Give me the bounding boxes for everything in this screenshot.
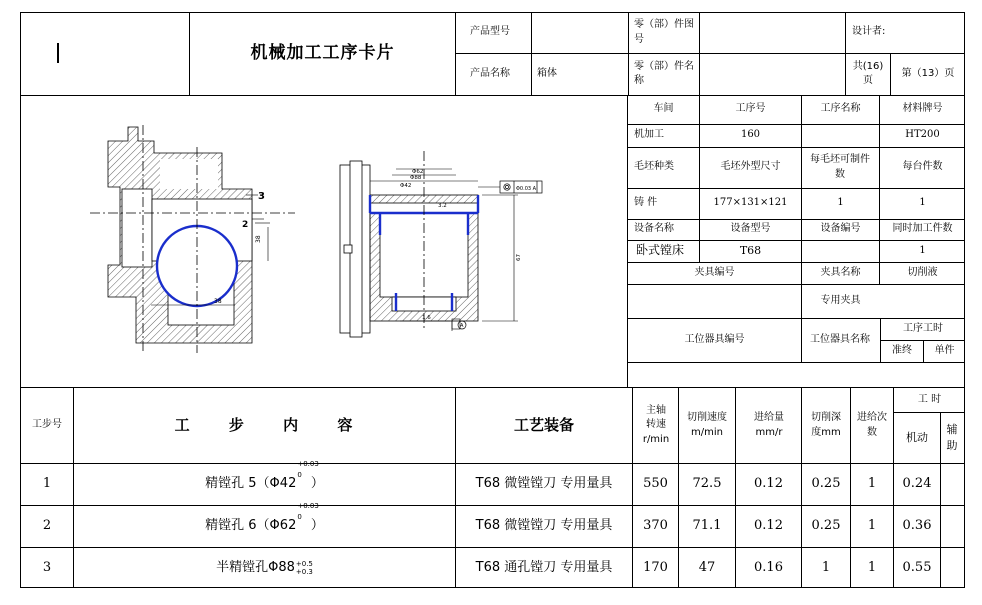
blank-type-value[interactable]: 铸 件 [634,197,658,209]
feed-header: 进给量mm/r [754,412,784,438]
left-section-view [90,125,295,353]
equip-no-label: 设备编号 [820,223,861,235]
process-name-value[interactable] [802,124,879,147]
card-title: 机械加工工序卡片 [250,43,395,64]
fixture-name-value[interactable]: 专用夹具 [820,294,861,306]
cutting-speed-header: 切削速度m/min [687,412,727,438]
blank-type-label: 毛坯种类 [634,161,674,173]
fixture-name-label: 夹具名称 [820,266,861,278]
total-pages: 共(16)页 [852,60,884,86]
right-dim-67: 67 [516,254,522,261]
depth-header: 切削深度mm [811,412,841,438]
text-cursor [57,43,59,63]
tolerance: 0 +0.03 [297,502,319,522]
product-name-label: 产品名称 [470,67,510,79]
process-hours-label: 工序工时 [903,322,943,334]
parts-per-unit-label: 每台件数 [902,161,943,173]
step-machine-time: 0.55 [902,559,932,575]
equip-name-label: 设备名称 [634,223,674,235]
step-feed: 0.12 [754,518,783,534]
equip-name-value[interactable]: 卧式镗床 [636,243,685,258]
part-no-value[interactable] [705,12,843,53]
step-cutting-speed: 72.5 [692,476,722,492]
product-model-label: 产品型号 [470,26,510,38]
left-dim-38-vertical: 38 [255,235,262,243]
right-dim-tolerance: Φ0.03 A [516,186,537,192]
step-no: 3 [42,559,52,575]
step-feed: 0.16 [754,559,783,575]
part-name-value[interactable] [705,53,843,95]
step-content: 精镗孔 5（Φ42 0 +0.03 ） [205,460,324,492]
step-content: 精镗孔 6（Φ62 0 +0.03 ） [205,502,324,534]
right-dim-phi42: Φ42 [400,183,412,189]
step-depth: 0.25 [811,476,841,492]
coolant-label: 切削液 [907,266,938,278]
part-drawing [20,95,626,387]
part-no-label: 零（部）件图号 [634,19,694,45]
process-no-label: 工序号 [735,103,766,115]
workshop-value[interactable]: 机加工 [634,129,664,141]
equip-model-label: 设备型号 [730,223,771,235]
left-dim-2: 2 [242,220,249,230]
right-dim-phi62: Φ62 [412,169,424,175]
left-dim-38-horizontal: 38 [214,298,222,305]
step-content-header: 工 步 内 容 [174,415,355,434]
machine-time-header: 机动 [906,431,928,445]
step-no-header: 工步号 [32,419,62,431]
station-tool-no-label: 工位器具编号 [684,333,745,345]
right-dim-roughness: 3.2 [438,203,447,209]
workshop-label: 车间 [653,103,674,115]
work-hours-header: 工 时 [917,393,942,405]
step-machine-time: 0.36 [902,518,932,534]
step-spindle-speed: 170 [643,559,668,575]
equipment-header: 工艺装备 [513,415,574,434]
step-passes: 1 [867,476,877,492]
designer-label: 设计者: [852,26,886,38]
right-section-view [340,151,542,337]
left-dim-3: 3 [258,191,265,202]
step-content: 半精镗孔Φ88 +0.5 +0.3 [216,559,313,576]
step-depth: 0.25 [811,518,841,534]
process-no-value[interactable]: 160 [740,129,761,141]
tolerance: +0.5 +0.3 [295,560,313,576]
product-model-value[interactable] [536,12,628,53]
page-number: 第（13）页 [901,67,955,79]
part-name-label: 零（部）件名称 [634,60,694,86]
step-spindle-speed: 550 [643,476,668,492]
blank-size-value[interactable]: 177×131×121 [713,197,788,209]
fixture-no-label: 夹具编号 [694,266,735,278]
step-equipment: T68 微镗镗刀 专用量具 [475,476,613,492]
step-equipment: T68 通孔镗刀 专用量具 [475,559,613,575]
unit-label: 单件 [934,344,955,356]
equip-model-value[interactable]: T68 [739,244,762,258]
step-aux-time [941,548,965,588]
step-aux-time [941,506,965,547]
step-passes: 1 [867,518,877,534]
blank-size-label: 毛坯外型尺寸 [720,161,781,173]
right-dim-datum: A [460,323,464,329]
step-cutting-speed: 71.1 [692,518,722,534]
simultaneous-value[interactable]: 1 [919,244,926,256]
material-label: 材料牌号 [902,103,943,115]
equip-no-value[interactable] [802,240,879,262]
parts-per-blank-label: 每毛坯可制件数 [810,154,870,180]
tolerance: 0 +0.03 [297,460,319,480]
station-tool-name-label: 工位器具名称 [810,333,870,345]
right-dim-phi88: Φ88 [410,175,422,181]
step-spindle-speed: 370 [643,518,668,534]
material-value[interactable]: HT200 [905,129,940,141]
spindle-speed-header: 主轴转速r/min [642,404,670,445]
step-cutting-speed: 47 [698,559,716,575]
product-name-value[interactable]: 箱体 [537,67,557,79]
step-feed: 0.12 [754,476,783,492]
step-depth: 1 [821,559,831,575]
step-equipment: T68 微镗镗刀 专用量具 [475,518,613,534]
parts-per-blank-value[interactable]: 1 [837,197,844,209]
aux-time-header: 辅助 [946,423,958,452]
prep-end-label: 准终 [892,344,912,356]
step-no: 1 [42,476,52,492]
right-dim-roughness-2: 1.6 [422,315,431,321]
step-aux-time [941,464,965,505]
passes-header: 进给次数 [857,412,887,438]
step-passes: 1 [867,559,877,575]
parts-per-unit-value[interactable]: 1 [919,197,926,209]
step-no: 2 [42,518,52,534]
process-name-label: 工序名称 [820,103,861,115]
step-machine-time: 0.24 [902,476,932,492]
simultaneous-label: 同时加工件数 [892,223,953,235]
